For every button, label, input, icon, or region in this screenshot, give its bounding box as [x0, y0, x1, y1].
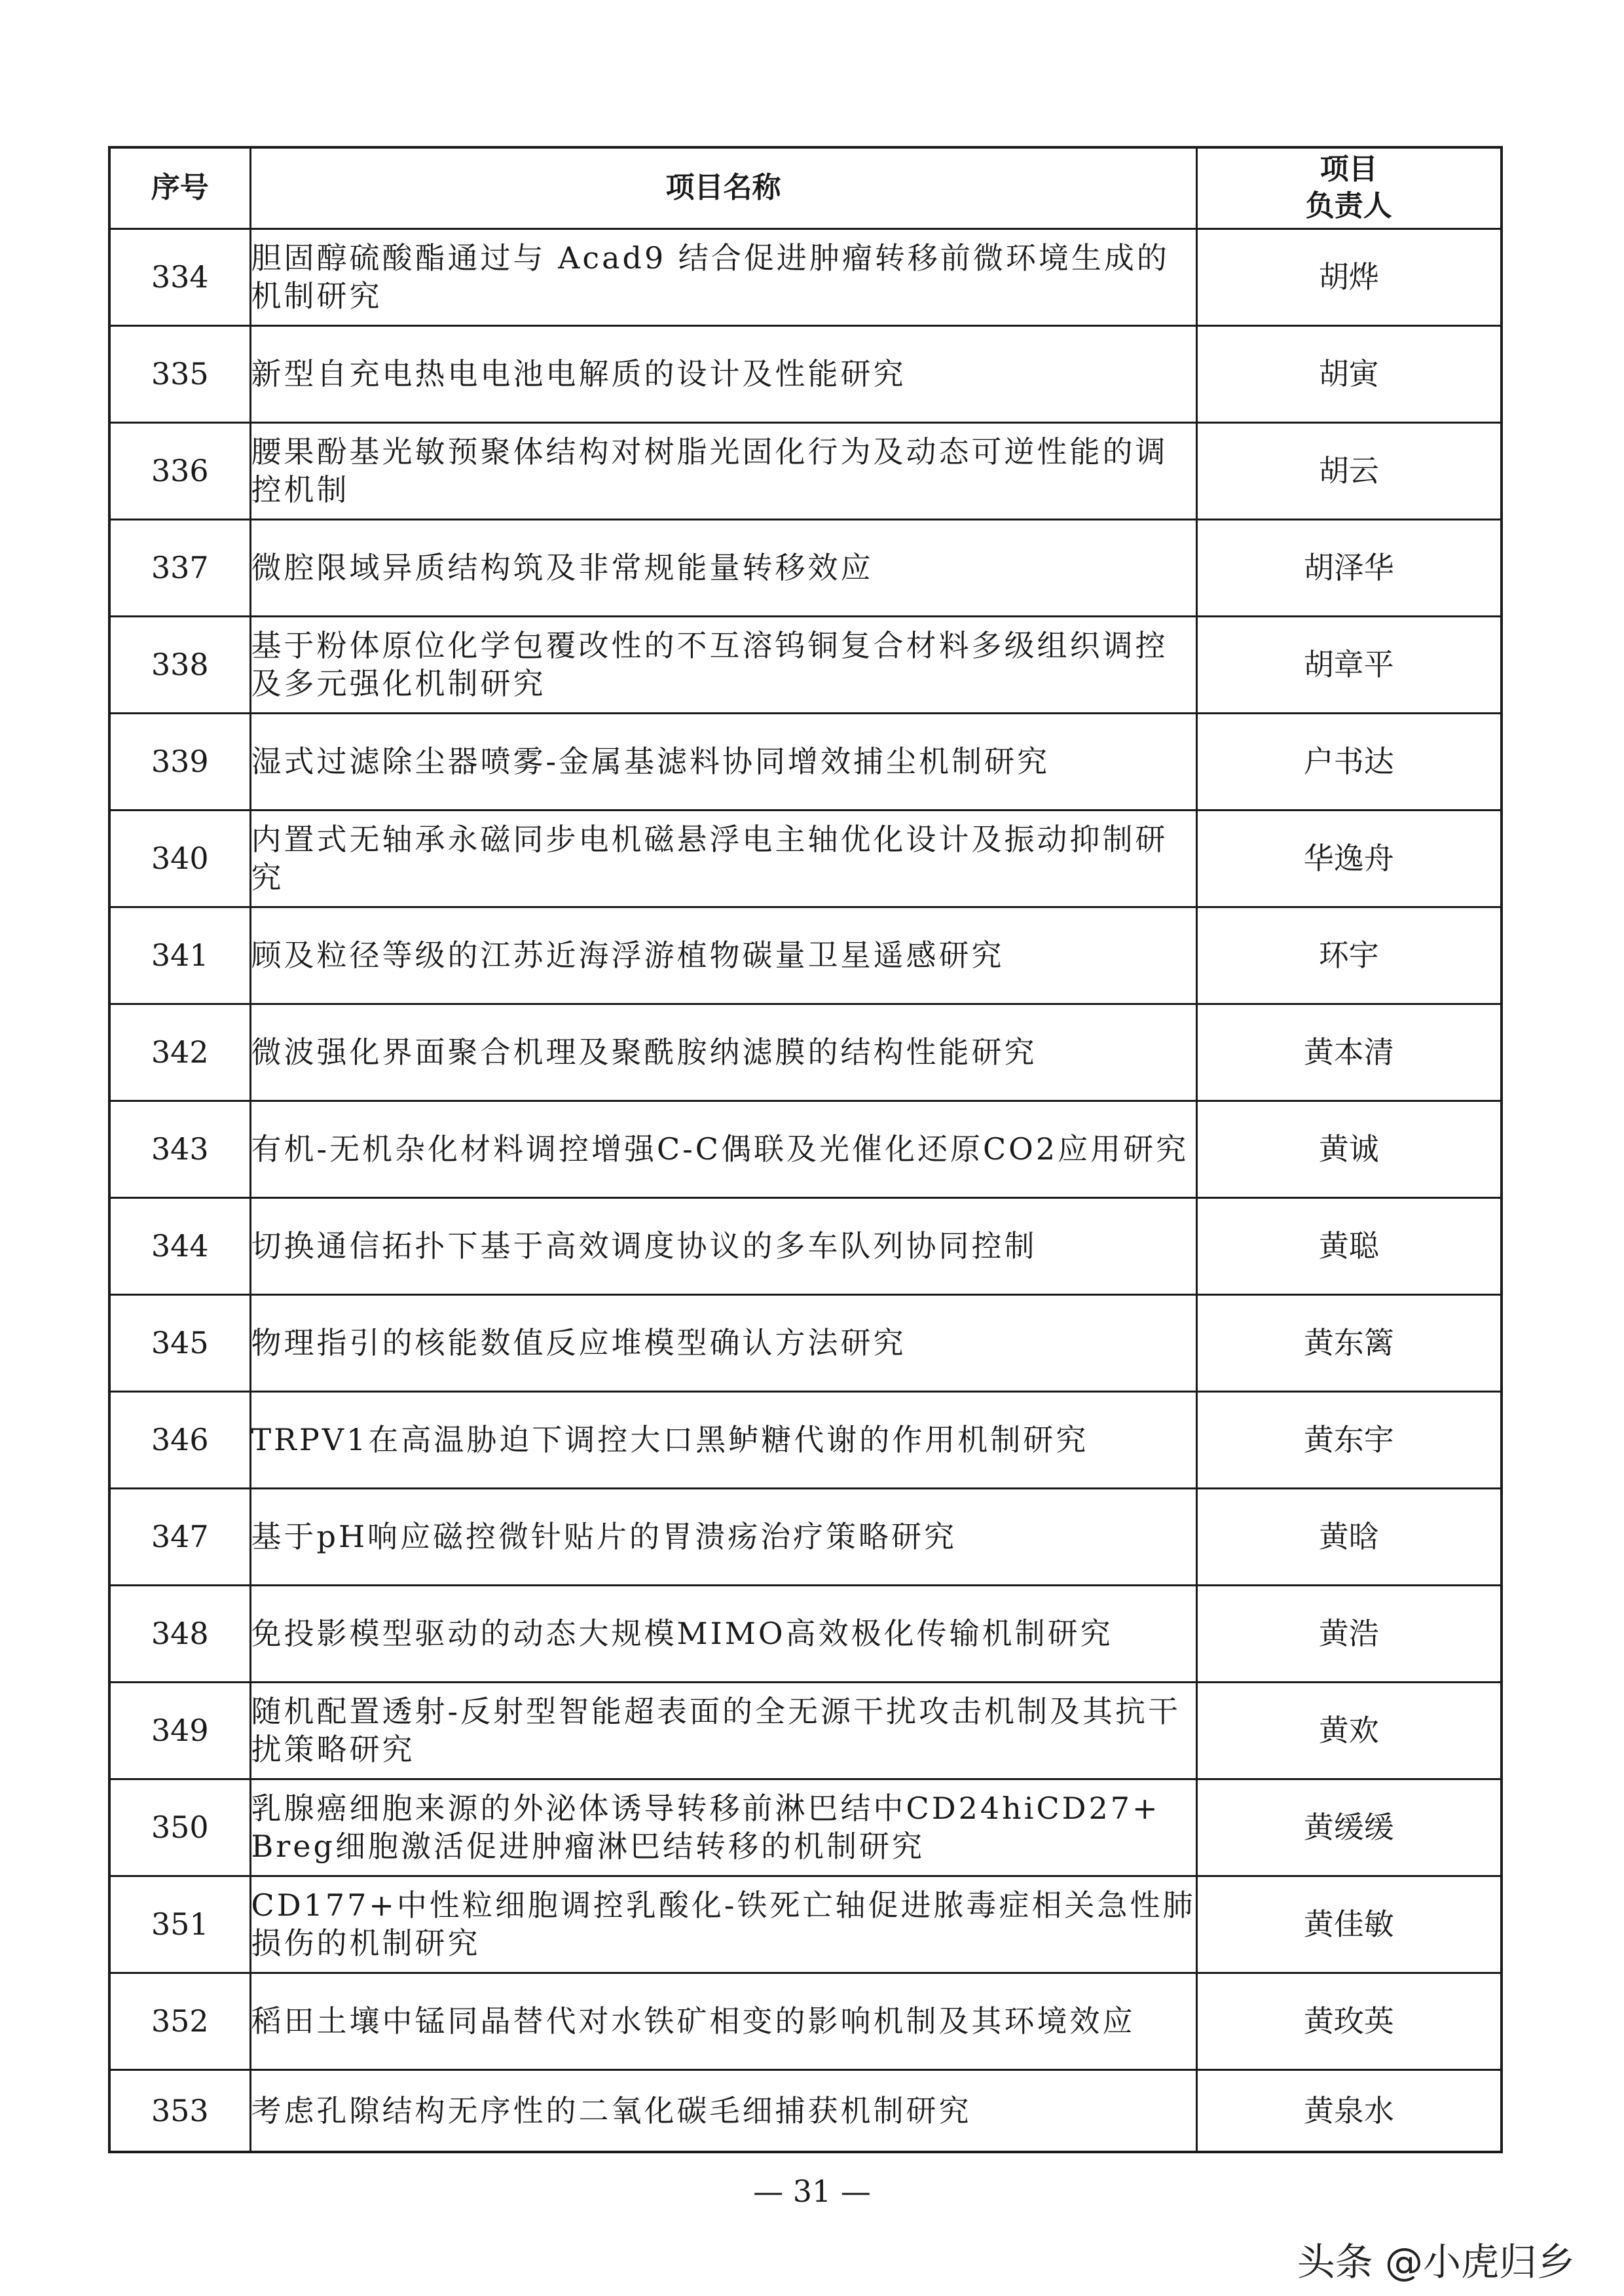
project-name-cell: 顾及粒径等级的江苏近海浮游植物碳量卫星遥感研究 [250, 907, 1196, 1004]
project-owner-cell: 胡云 [1196, 422, 1502, 519]
table-row [109, 1294, 1502, 1391]
project-owner-cell: 胡烨 [1196, 228, 1502, 325]
project-owner-cell: 黄聪 [1196, 1197, 1502, 1294]
table-header-row [109, 147, 1502, 228]
table-row [109, 1004, 1502, 1101]
serial-number-cell: 348 [109, 1585, 250, 1682]
table-row [109, 1779, 1502, 1876]
page-number: — 31 — [753, 2174, 871, 2209]
table-body [109, 228, 1502, 2152]
table-row [109, 713, 1502, 810]
project-name-cell: 新型自充电热电电池电解质的设计及性能研究 [250, 325, 1196, 422]
serial-number-cell: 338 [109, 616, 250, 713]
serial-number-cell: 340 [109, 810, 250, 907]
project-name-cell: 切换通信拓扑下基于高效调度协议的多车队列协同控制 [250, 1197, 1196, 1294]
project-owner-cell: 环宇 [1196, 907, 1502, 1004]
project-owner-cell: 黄缓缓 [1196, 1779, 1502, 1876]
project-owner-cell: 黄本清 [1196, 1004, 1502, 1101]
serial-number-cell: 337 [109, 519, 250, 616]
project-owner-cell: 胡寅 [1196, 325, 1502, 422]
table-row [109, 1973, 1502, 2069]
table-row [109, 616, 1502, 713]
table-row [109, 519, 1502, 616]
serial-number-cell: 334 [109, 228, 250, 325]
project-name-cell: 有机-无机杂化材料调控增强C-C偶联及光催化还原CO2应用研究 [250, 1101, 1196, 1197]
table-row [109, 1197, 1502, 1294]
serial-number-cell: 352 [109, 1973, 250, 2069]
serial-number-cell: 343 [109, 1101, 250, 1197]
project-table [108, 146, 1503, 2153]
header-owner-line2: 负责人 [1305, 189, 1392, 223]
table-row [109, 907, 1502, 1004]
table-row [109, 1391, 1502, 1488]
table-row [109, 228, 1502, 325]
serial-number-cell: 335 [109, 325, 250, 422]
project-owner-cell: 黄玫英 [1196, 1973, 1502, 2069]
project-name-cell: CD177+中性粒细胞调控乳酸化-铁死亡轴促进脓毒症相关急性肺损伤的机制研究 [250, 1876, 1196, 1973]
project-name-cell: 免投影模型驱动的动态大规模MIMO高效极化传输机制研究 [250, 1585, 1196, 1682]
project-owner-cell: 黄东篱 [1196, 1294, 1502, 1391]
serial-number-cell: 346 [109, 1391, 250, 1488]
project-owner-cell: 胡章平 [1196, 616, 1502, 713]
project-name-cell: 稻田土壤中锰同晶替代对水铁矿相变的影响机制及其环境效应 [250, 1973, 1196, 2069]
project-name-cell: 乳腺癌细胞来源的外泌体诱导转移前淋巴结中CD24hiCD27+ Breg细胞激活促进肿瘤淋巴结转移的机制研究 [250, 1779, 1196, 1876]
table-row [109, 810, 1502, 907]
header-project-name: 项目名称 [250, 147, 1196, 228]
project-name-cell: 基于粉体原位化学包覆改性的不互溶钨铜复合材料多级组织调控及多元强化机制研究 [250, 616, 1196, 713]
header-owner-line1: 项目 [1320, 153, 1378, 187]
serial-number-cell: 350 [109, 1779, 250, 1876]
serial-number-cell: 339 [109, 713, 250, 810]
project-owner-cell: 黄诚 [1196, 1101, 1502, 1197]
table-row [109, 1682, 1502, 1779]
project-owner-cell: 黄东宇 [1196, 1391, 1502, 1488]
project-owner-cell: 户书达 [1196, 713, 1502, 810]
table-row [109, 2069, 1502, 2152]
project-owner-cell: 黄欢 [1196, 1682, 1502, 1779]
serial-number-cell: 345 [109, 1294, 250, 1391]
project-name-cell: 腰果酚基光敏预聚体结构对树脂光固化行为及动态可逆性能的调控机制 [250, 422, 1196, 519]
project-owner-cell: 黄佳敏 [1196, 1876, 1502, 1973]
table-row [109, 1101, 1502, 1197]
serial-number-cell: 336 [109, 422, 250, 519]
project-owner-cell: 黄泉水 [1196, 2069, 1502, 2152]
table-row [109, 1876, 1502, 1973]
serial-number-cell: 351 [109, 1876, 250, 1973]
project-name-cell: 微腔限域异质结构筑及非常规能量转移效应 [250, 519, 1196, 616]
table-row [109, 325, 1502, 422]
serial-number-cell: 342 [109, 1004, 250, 1101]
project-name-cell: 微波强化界面聚合机理及聚酰胺纳滤膜的结构性能研究 [250, 1004, 1196, 1101]
project-name-cell: 物理指引的核能数值反应堆模型确认方法研究 [250, 1294, 1196, 1391]
project-owner-cell: 黄晗 [1196, 1488, 1502, 1585]
watermark: 头条 @小虎归乡 [1297, 2240, 1575, 2284]
table-row [109, 1488, 1502, 1585]
project-name-cell: 随机配置透射-反射型智能超表面的全无源干扰攻击机制及其抗干扰策略研究 [250, 1682, 1196, 1779]
serial-number-cell: 347 [109, 1488, 250, 1585]
project-name-cell: 湿式过滤除尘器喷雾-金属基滤料协同增效捕尘机制研究 [250, 713, 1196, 810]
serial-number-cell: 353 [109, 2069, 250, 2152]
project-name-cell: 内置式无轴承永磁同步电机磁悬浮电主轴优化设计及振动抑制研究 [250, 810, 1196, 907]
table-row [109, 1585, 1502, 1682]
serial-number-cell: 349 [109, 1682, 250, 1779]
project-owner-cell: 华逸舟 [1196, 810, 1502, 907]
project-name-cell: 考虑孔隙结构无序性的二氧化碳毛细捕获机制研究 [250, 2069, 1196, 2152]
header-serial-number: 序号 [109, 147, 250, 228]
serial-number-cell: 341 [109, 907, 250, 1004]
serial-number-cell: 344 [109, 1197, 250, 1294]
project-owner-cell: 黄浩 [1196, 1585, 1502, 1682]
project-name-cell: 基于pH响应磁控微针贴片的胃溃疡治疗策略研究 [250, 1488, 1196, 1585]
project-owner-cell: 胡泽华 [1196, 519, 1502, 616]
table-row [109, 422, 1502, 519]
project-name-cell: 胆固醇硫酸酯通过与 Acad9 结合促进肿瘤转移前微环境生成的机制研究 [250, 228, 1196, 325]
project-name-cell: TRPV1在高温胁迫下调控大口黑鲈糖代谢的作用机制研究 [250, 1391, 1196, 1488]
header-project-owner [1196, 147, 1502, 228]
